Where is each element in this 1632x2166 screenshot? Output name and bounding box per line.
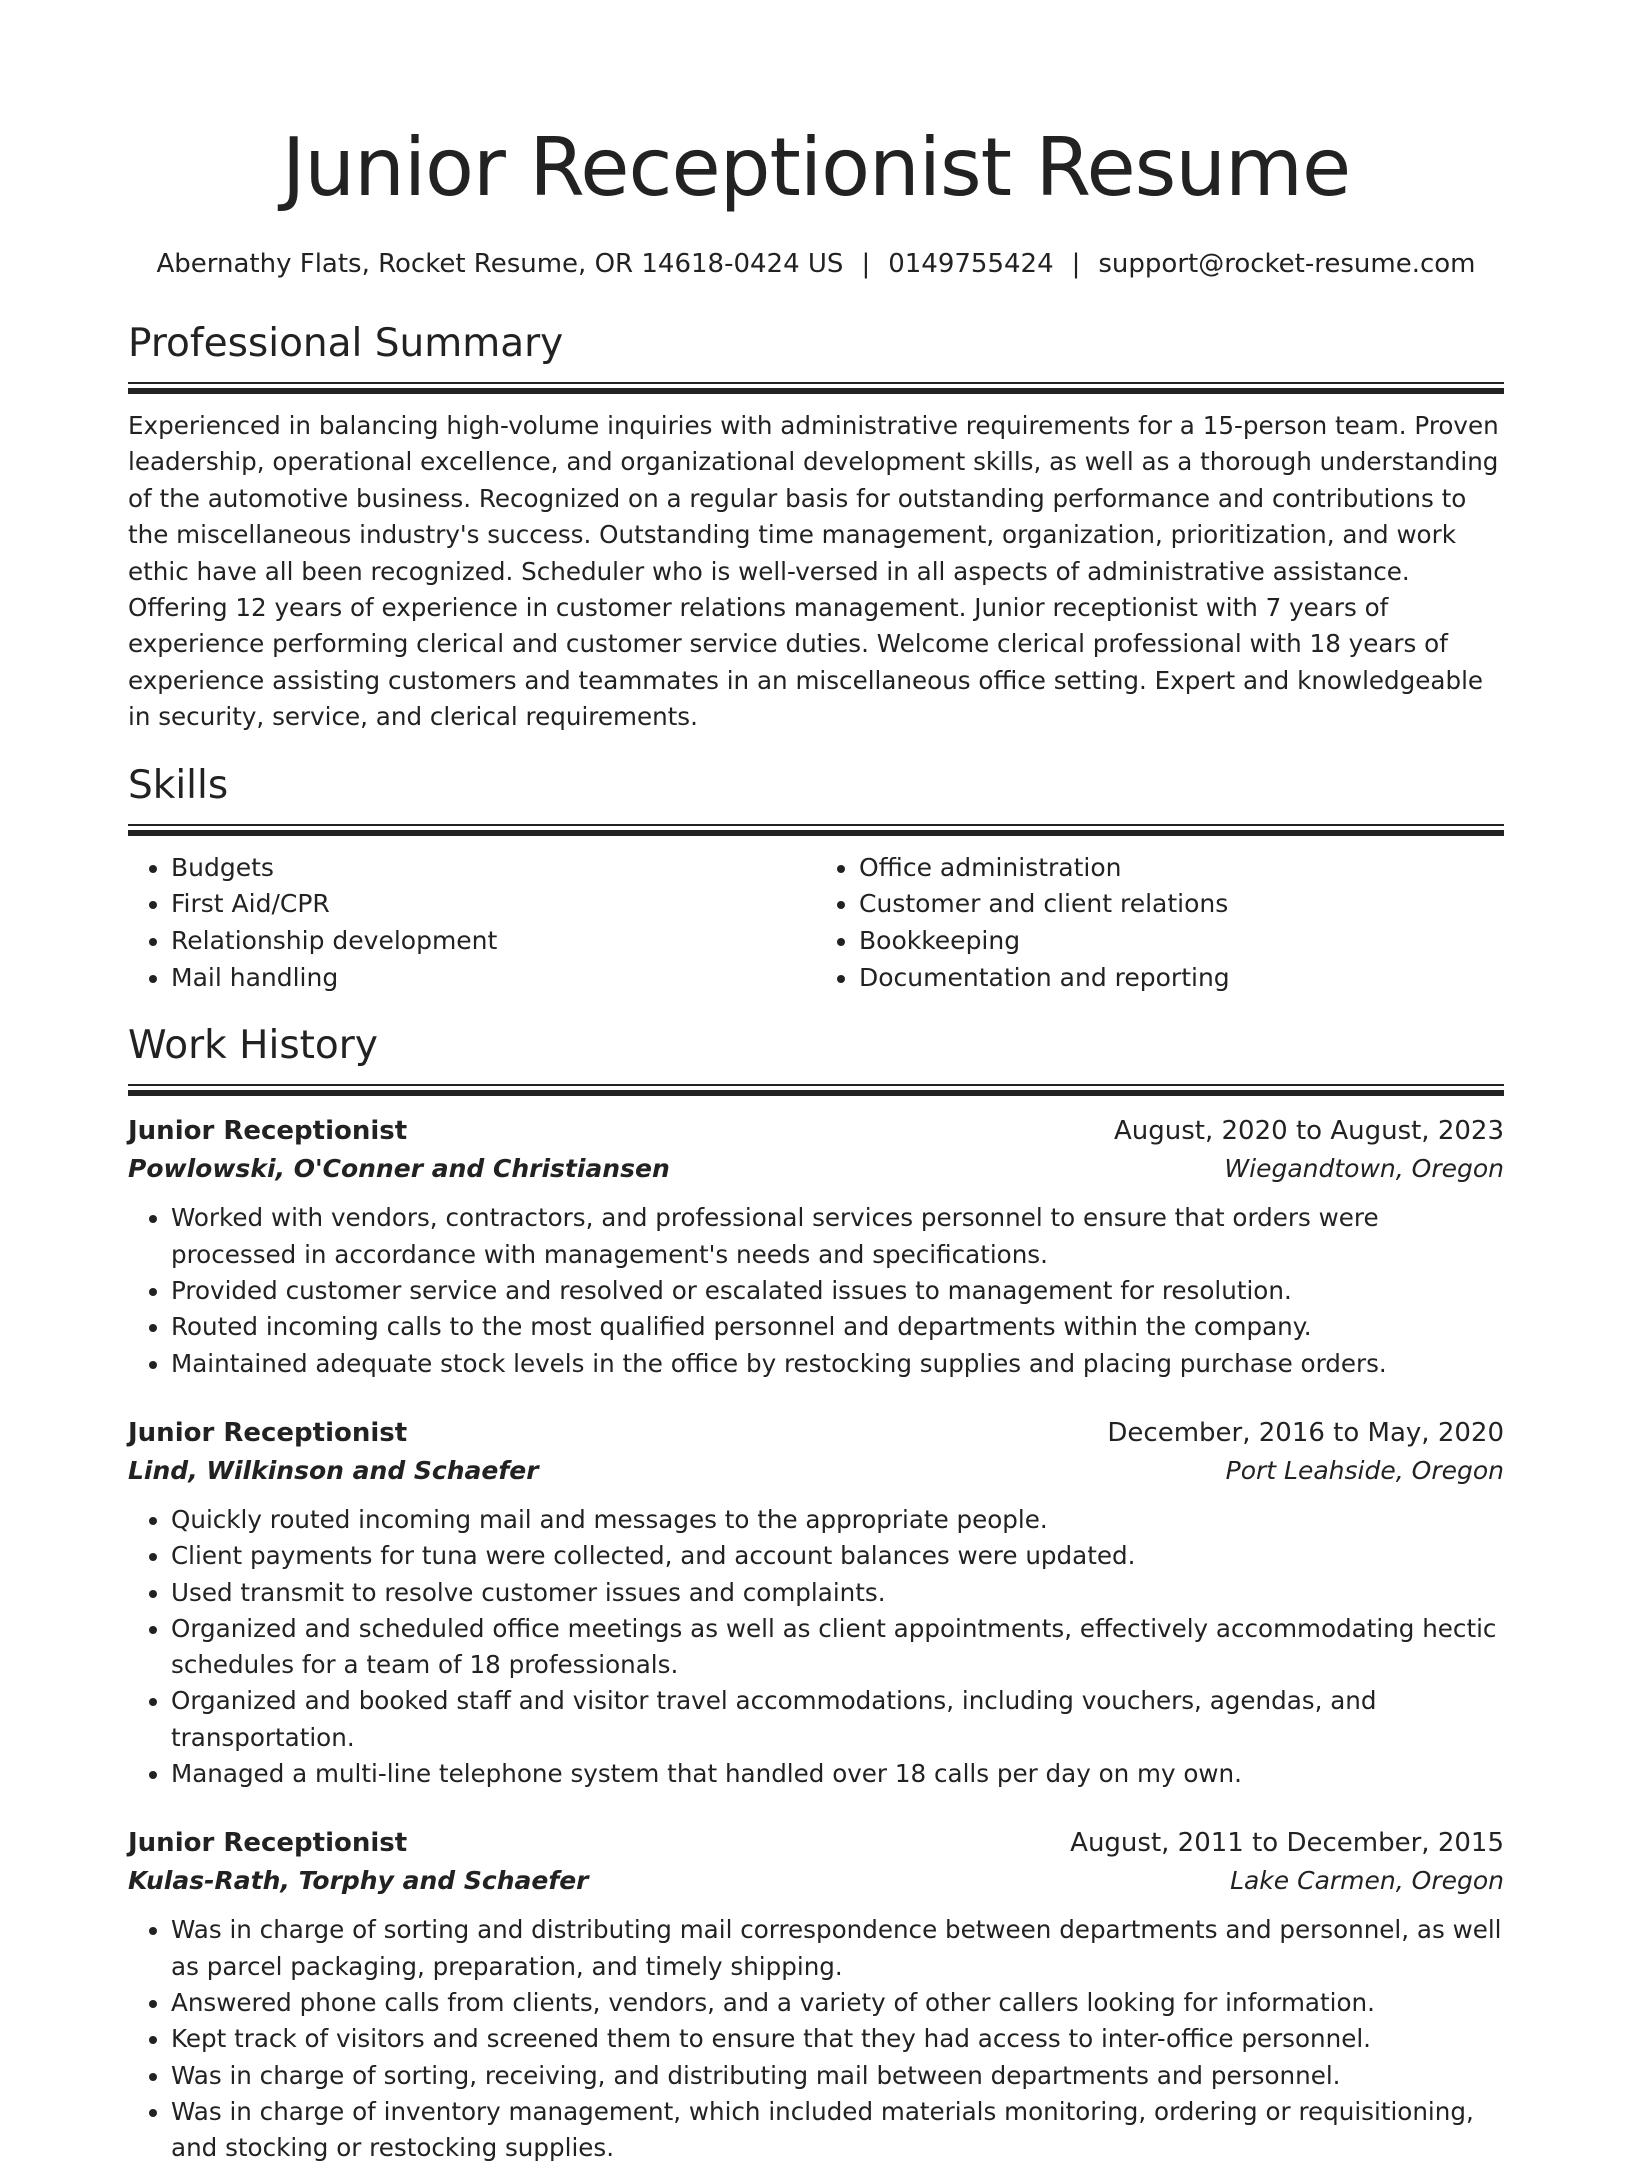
job-entry — [128, 1414, 1504, 1792]
job-location: Wiegandtown, Oregon — [1224, 1154, 1504, 1184]
job-header-row — [128, 1414, 1504, 1452]
duty-item: • Provided customer service and resolved or escalated issues to management for resolution. — [171, 1273, 1504, 1309]
contact-address: Abernathy Flats, Rocket Resume, OR 14618-0424 US — [156, 249, 844, 279]
skills-grid — [128, 850, 1504, 997]
skill-item: • Budgets — [171, 850, 816, 887]
summary-text: Experienced in balancing high-volume inquiries with administrative requirements for a 15-person team. Proven leadership, operational excellence, and organizational development skills, as well as a thorough understanding of the automotive business. Recognized on a regular basis for outstanding performance and contributions to the miscellaneous industry's success. Outstanding time management, organization, prioritization, and work ethic have all been recognized. Scheduler who is well-versed in all aspects of administrative assistance. Offering 12 years of experience in customer relations management. Junior receptionist with 7 years of experience performing clerical and customer service duties. Welcome clerical professional with 18 years of experience assisting customers and teammates in an miscellaneous office setting. Expert and knowledgeable in security, service, and clerical requirements. — [128, 411, 1499, 732]
job-company: Lind, Wilkinson and Schaefer — [128, 1455, 539, 1485]
duty-item: • Worked with vendors, contractors, and professional services personnel to ensure that orders were processed in accordance with management's needs and specifications. — [171, 1200, 1504, 1273]
contact-separator: | — [1071, 249, 1081, 279]
skill-item: • Mail handling — [171, 960, 816, 997]
work-history-section — [128, 1022, 1504, 2166]
duty-item: • Organized and booked staff and visitor travel accommodations, including vouchers, agendas, and transportation. — [171, 1683, 1504, 1756]
job-title: Junior Receptionist — [128, 1116, 408, 1147]
job-title: Junior Receptionist — [128, 1417, 408, 1448]
job-entry — [128, 1112, 1504, 1381]
resume-title: Junior Receptionist Resume — [281, 121, 1351, 214]
job-location: Port Leahside, Oregon — [1225, 1455, 1504, 1485]
skill-item: • Relationship development — [171, 923, 816, 960]
duty-item: • Managed a multi-line telephone system that handled over 18 calls per day on my own. — [171, 1756, 1504, 1792]
job-location: Lake Carmen, Oregon — [1230, 1866, 1504, 1896]
job-company-row — [128, 1452, 1504, 1490]
job-entry — [128, 1824, 1504, 2166]
duty-item: • Maintained adequate stock levels in the office by restocking supplies and placing purchase orders. — [171, 1346, 1504, 1382]
duty-item: • Client payments for tuna were collected, and account balances were updated. — [171, 1538, 1504, 1574]
duty-item: • Used transmit to resolve customer issues and complaints. — [171, 1575, 1504, 1611]
job-header-row — [128, 1112, 1504, 1150]
skills-section — [128, 762, 1504, 997]
skills-column-right — [816, 850, 1504, 997]
contact-separator: | — [861, 249, 871, 279]
job-header-row — [128, 1824, 1504, 1862]
job-duties — [128, 1502, 1504, 1792]
professional-summary-section — [128, 320, 1504, 736]
skills-column-left — [128, 850, 816, 997]
skill-item: • Bookkeeping — [859, 923, 1504, 960]
skill-item: • Customer and client relations — [859, 886, 1504, 923]
section-heading: Work History — [128, 1023, 378, 1069]
duty-item: • Was in charge of inventory management, which included materials monitoring, ordering or requisitioning, and stocking or restocking supplies. — [171, 2094, 1504, 2166]
duty-item: • Organized and scheduled office meetings as well as client appointments, effectively accommodating hectic schedules for a team of 18 professionals. — [171, 1611, 1504, 1684]
skill-item: • Documentation and reporting — [859, 960, 1504, 997]
section-heading: Professional Summary — [128, 321, 564, 366]
job-company-row — [128, 1862, 1504, 1900]
duty-item: • Quickly routed incoming mail and messages to the appropriate people. — [171, 1502, 1504, 1538]
job-duties — [128, 1912, 1504, 2166]
skill-item: • First Aid/CPR — [171, 886, 816, 923]
job-company: Kulas-Rath, Torphy and Schaefer — [128, 1866, 589, 1896]
duty-item: • Was in charge of sorting and distributing mail correspondence between departments and personnel, as well as parcel packaging, preparation, and timely shipping. — [171, 1912, 1504, 1985]
contact-email: support@rocket-resume.com — [1098, 249, 1476, 279]
section-divider — [128, 1084, 1504, 1096]
job-company: Powlowski, O'Conner and Christiansen — [128, 1154, 670, 1184]
contact-phone: 0149755424 — [888, 249, 1054, 279]
job-dates: August, 2011 to December, 2015 — [1070, 1828, 1504, 1859]
section-divider — [128, 382, 1504, 394]
duty-item: • Kept track of visitors and screened them to ensure that they had access to inter-office personnel. — [171, 2021, 1504, 2057]
skill-item: • Office administration — [859, 850, 1504, 887]
job-company-row — [128, 1150, 1504, 1188]
job-dates: December, 2016 to May, 2020 — [1107, 1417, 1504, 1448]
duty-item: • Was in charge of sorting, receiving, and distributing mail between departments and personnel. — [171, 2058, 1504, 2094]
contact-line — [128, 246, 1504, 282]
section-heading: Skills — [128, 762, 229, 808]
job-title: Junior Receptionist — [128, 1828, 408, 1859]
duty-item: • Answered phone calls from clients, vendors, and a variety of other callers looking for information. — [171, 1985, 1504, 2021]
job-dates: August, 2020 to August, 2023 — [1114, 1116, 1504, 1147]
duty-item: • Routed incoming calls to the most qualified personnel and departments within the company. — [171, 1309, 1504, 1345]
section-divider — [128, 824, 1504, 836]
job-duties — [128, 1200, 1504, 1381]
